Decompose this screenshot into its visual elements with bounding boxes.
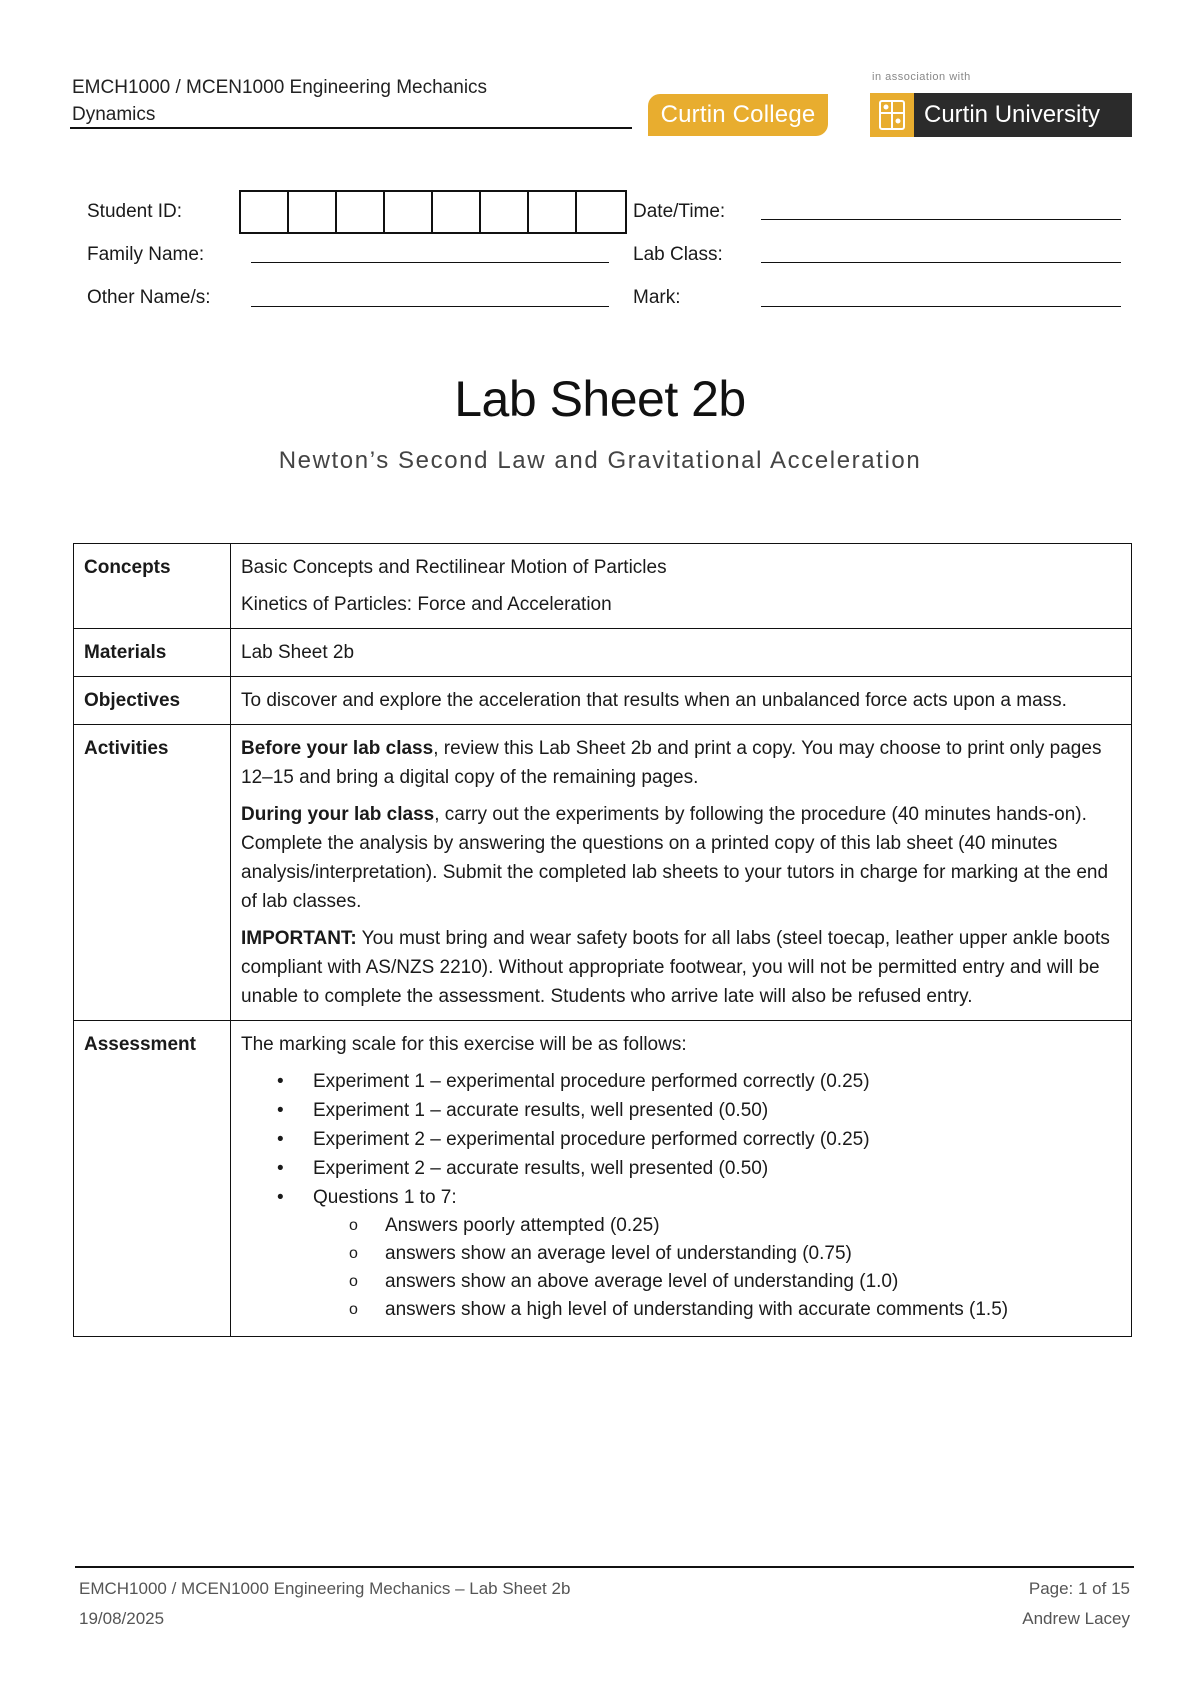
header-divider bbox=[70, 127, 632, 129]
mark-field[interactable] bbox=[761, 306, 1121, 307]
course-header bbox=[72, 74, 632, 128]
during-lab-heading: During your lab class bbox=[241, 804, 435, 825]
objectives-label: Objectives bbox=[74, 677, 231, 725]
before-lab-paragraph bbox=[241, 734, 1121, 792]
lab-class-field[interactable] bbox=[761, 262, 1121, 263]
student-id-digit-box[interactable] bbox=[289, 192, 337, 232]
footer-course-title: EMCH1000 / MCEN1000 Engineering Mechanics – Lab Sheet 2b bbox=[79, 1579, 571, 1598]
concepts-content bbox=[231, 544, 1132, 629]
sub-list-item: o answers show an average level of understanding (0.75) bbox=[385, 1240, 1121, 1268]
assessment-row bbox=[74, 1021, 1132, 1337]
lab-info-table bbox=[73, 543, 1132, 1337]
materials-content: Lab Sheet 2b bbox=[231, 629, 1132, 677]
important-heading: IMPORTANT: bbox=[241, 928, 357, 949]
page-title: Lab Sheet 2b bbox=[454, 371, 746, 427]
other-names-field[interactable] bbox=[251, 306, 609, 307]
list-item: • Experiment 2 – accurate results, well presented (0.50) bbox=[313, 1154, 1121, 1183]
concepts-line: Basic Concepts and Rectilinear Motion of Particles bbox=[241, 557, 667, 578]
student-id-label: Student ID: bbox=[87, 201, 183, 222]
list-item: • Experiment 1 – experimental procedure performed correctly (0.25) bbox=[313, 1067, 1121, 1096]
footer-page-number: Page: 1 of 15 bbox=[1028, 1579, 1130, 1598]
student-id-digit-box[interactable] bbox=[241, 192, 289, 232]
list-item: • Experiment 1 – accurate results, well presented (0.50) bbox=[313, 1096, 1121, 1125]
student-id-digit-box[interactable] bbox=[529, 192, 577, 232]
student-id-boxes[interactable] bbox=[239, 190, 627, 234]
questions-sublist bbox=[313, 1212, 1121, 1324]
sub-list-item: o answers show an above average level of understanding (1.0) bbox=[385, 1268, 1121, 1296]
materials-label: Materials bbox=[74, 629, 231, 677]
sub-list-item: o Answers poorly attempted (0.25) bbox=[385, 1212, 1121, 1240]
association-text: in association with bbox=[872, 71, 971, 83]
date-time-field[interactable] bbox=[761, 219, 1121, 220]
student-id-digit-box[interactable] bbox=[577, 192, 625, 232]
mark-label: Mark: bbox=[633, 287, 681, 308]
footer-date: 19/08/2025 bbox=[79, 1609, 165, 1628]
before-lab-text: , review this Lab Sheet 2b and print a copy. You may choose to print only pages 12–15 and bring a digital copy of the remaining pages. bbox=[241, 738, 1102, 788]
activities-label: Activities bbox=[74, 725, 231, 1021]
during-lab-paragraph bbox=[241, 800, 1121, 916]
materials-row bbox=[74, 629, 1132, 677]
family-name-field[interactable] bbox=[251, 262, 609, 263]
footer-divider bbox=[75, 1566, 1134, 1568]
university-crest-icon bbox=[870, 93, 914, 137]
curtin-university-logo bbox=[870, 93, 1132, 137]
important-paragraph bbox=[241, 924, 1121, 1011]
date-time-label: Date/Time: bbox=[633, 201, 726, 222]
college-logo-text: Curtin College bbox=[660, 101, 816, 128]
before-lab-heading: Before your lab class bbox=[241, 738, 434, 759]
page-subtitle: Newton’s Second Law and Gravitational Acceleration bbox=[278, 447, 922, 474]
footer-author: Andrew Lacey bbox=[1022, 1609, 1130, 1628]
curtin-college-logo bbox=[648, 94, 828, 136]
assessment-list bbox=[241, 1067, 1121, 1324]
student-id-digit-box[interactable] bbox=[481, 192, 529, 232]
during-lab-text: , carry out the experiments by following the procedure (40 minutes hands-on). Complete the analysis by answering the questions on a printed copy of this lab sheet (40 minutes analysis/interpretation). Submit the completed lab sheets to your tutors in charge for marking at the end of lab classes. bbox=[241, 804, 1109, 912]
concepts-label: Concepts bbox=[74, 544, 231, 629]
list-item: • Experiment 2 – experimental procedure performed correctly (0.25) bbox=[313, 1125, 1121, 1154]
student-id-digit-box[interactable] bbox=[385, 192, 433, 232]
other-names-label: Other Name/s: bbox=[87, 287, 211, 308]
student-id-digit-box[interactable] bbox=[433, 192, 481, 232]
concepts-line: Kinetics of Particles: Force and Acceleration bbox=[241, 594, 612, 615]
assessment-content bbox=[231, 1021, 1132, 1337]
objectives-row bbox=[74, 677, 1132, 725]
concepts-row bbox=[74, 544, 1132, 629]
university-logo-text: Curtin University bbox=[924, 101, 1101, 128]
lab-class-label: Lab Class: bbox=[633, 244, 723, 265]
activities-row bbox=[74, 725, 1132, 1021]
assessment-intro: The marking scale for this exercise will be as follows: bbox=[241, 1034, 687, 1055]
activities-content bbox=[231, 725, 1132, 1021]
sub-list-item: o answers show a high level of understanding with accurate comments (1.5) bbox=[385, 1296, 1121, 1324]
course-title-line2: Dynamics bbox=[72, 104, 156, 125]
list-item bbox=[313, 1183, 1121, 1324]
objectives-content: To discover and explore the acceleration that results when an unbalanced force acts upon a mass. bbox=[231, 677, 1132, 725]
student-id-digit-box[interactable] bbox=[337, 192, 385, 232]
family-name-label: Family Name: bbox=[87, 244, 205, 265]
important-text: You must bring and wear safety boots for all labs (steel toecap, leather upper ankle boots compliant with AS/NZS 2210). Without appropriate footwear, you will not be permitted entry and will be unable to complete the assessment. Students who arrive late will also be refused entry. bbox=[241, 928, 1110, 1007]
questions-heading: Questions 1 to 7: bbox=[313, 1187, 457, 1208]
assessment-label: Assessment bbox=[74, 1021, 231, 1337]
course-title-line1: EMCH1000 / MCEN1000 Engineering Mechanics bbox=[72, 77, 488, 98]
